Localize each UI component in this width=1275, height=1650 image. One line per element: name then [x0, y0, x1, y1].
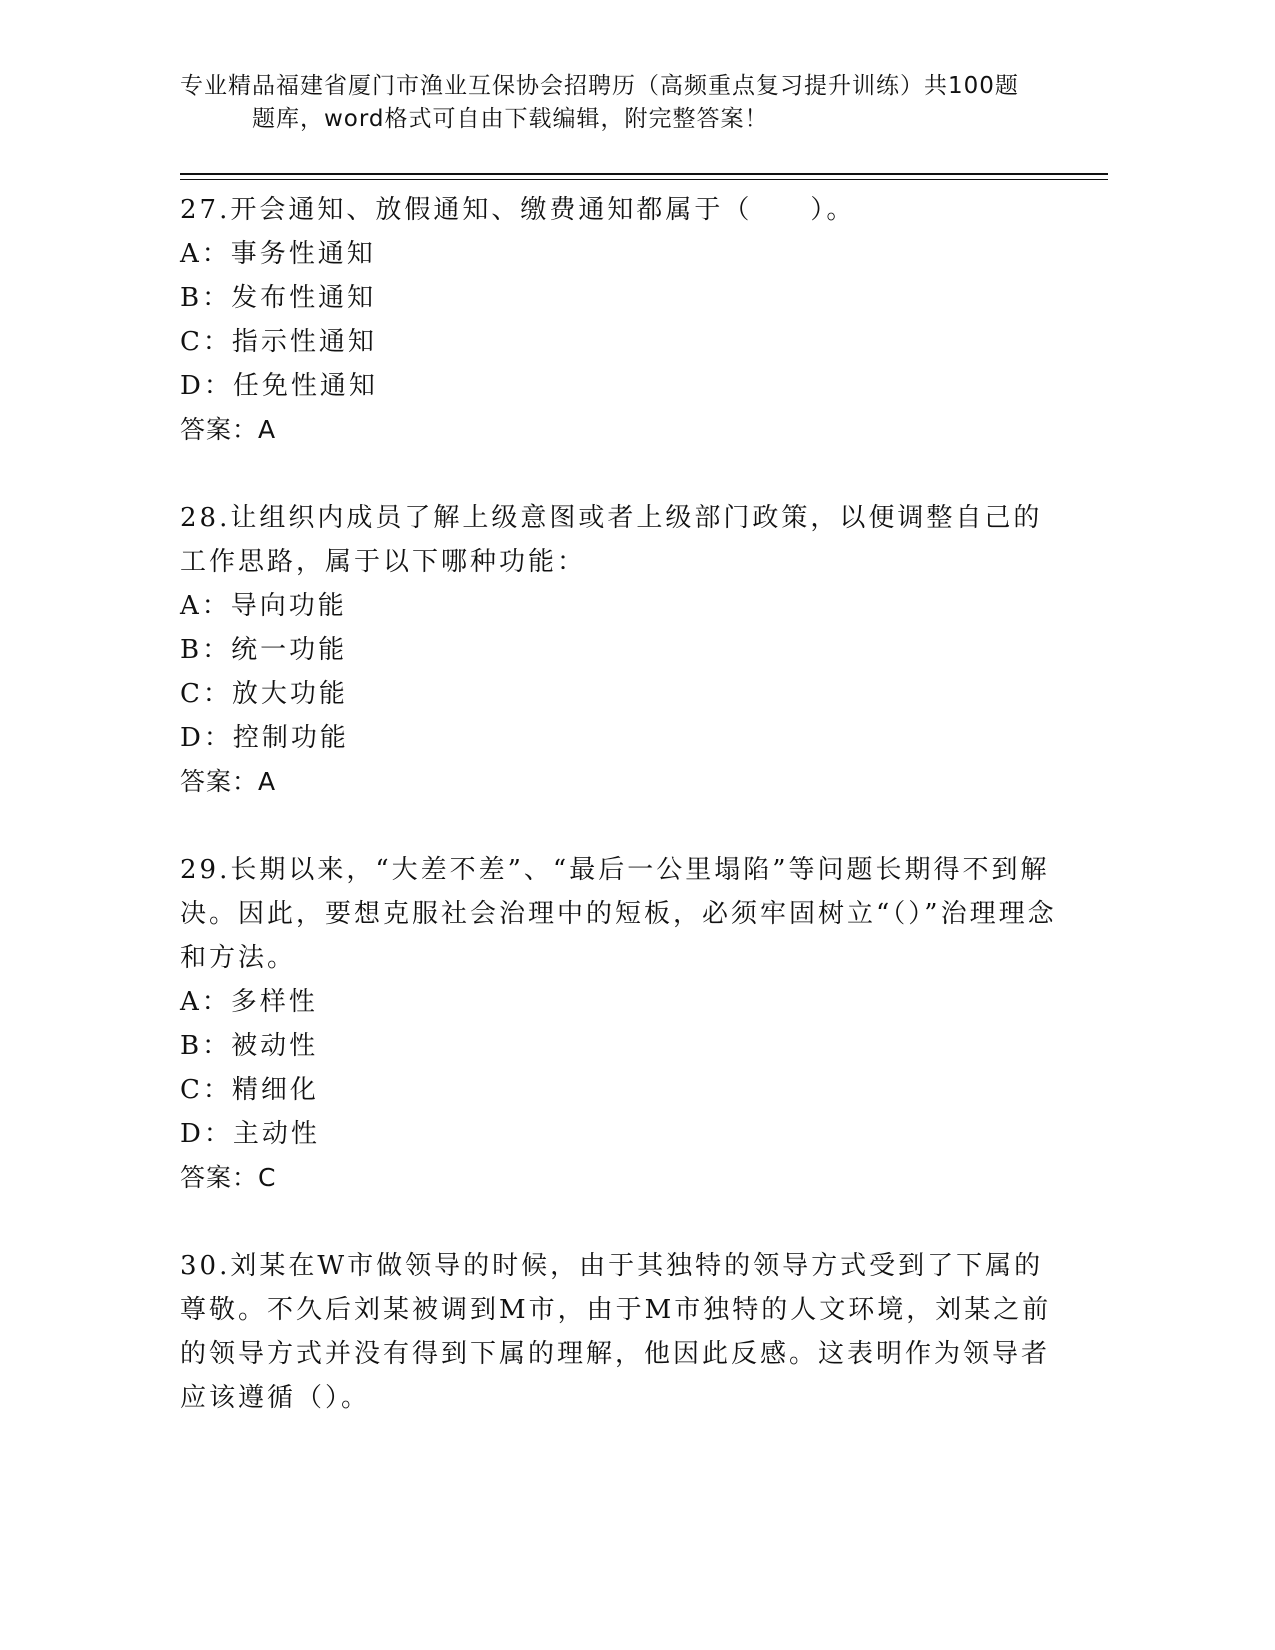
option-a: A：导向功能	[180, 591, 347, 621]
question-text: 29.长期以来，“大差不差”、“最后一公里塌陷”等问题长期得不到解决。因此，要想克服社会治理中的短板，必须牢固树立“（）”治理理念和方法。	[180, 855, 1057, 973]
option-b: B：发布性通知	[180, 283, 377, 313]
answer: 答案：A	[180, 415, 277, 444]
option-c: C：指示性通知	[180, 327, 377, 357]
question-30	[180, 1244, 1060, 1420]
question-text: 27.开会通知、放假通知、缴费通知都属于（ ）。	[180, 195, 856, 225]
header-line-2: 题库，word格式可自由下载编辑，附完整答案！	[252, 106, 769, 132]
question-text: 28.让组织内成员了解上级意图或者上级部门政策，以便调整自己的工作思路，属于以下哪种功能：	[180, 503, 1043, 577]
option-a: A：事务性通知	[180, 239, 376, 269]
question-28	[180, 496, 1060, 804]
question-29	[180, 848, 1060, 1200]
question-27	[180, 188, 1060, 452]
header-divider	[180, 173, 1108, 175]
question-text: 30.刘某在W市做领导的时候，由于其独特的领导方式受到了下属的尊敬。不久后刘某被调到M市，由于M市独特的人文环境，刘某之前的领导方式并没有得到下属的理解，他因此反感。这表明作为领导者应该遵循（）。	[180, 1251, 1052, 1413]
answer: 答案：A	[180, 767, 277, 796]
document-header	[180, 70, 1040, 136]
option-a: A：多样性	[180, 987, 318, 1017]
option-c: C：放大功能	[180, 679, 348, 709]
header-line-1: 专业精品福建省厦门市渔业互保协会招聘历（高频重点复习提升训练）共100题	[180, 73, 1019, 99]
option-d: D：控制功能	[180, 723, 349, 753]
option-b: B：被动性	[180, 1031, 319, 1061]
option-d: D：任免性通知	[180, 371, 378, 401]
header-divider-thin	[180, 179, 1108, 180]
option-d: D：主动性	[180, 1119, 320, 1149]
question-list	[180, 188, 1060, 1464]
option-b: B：统一功能	[180, 635, 348, 665]
option-c: C：精细化	[180, 1075, 319, 1105]
answer: 答案：C	[180, 1163, 277, 1192]
